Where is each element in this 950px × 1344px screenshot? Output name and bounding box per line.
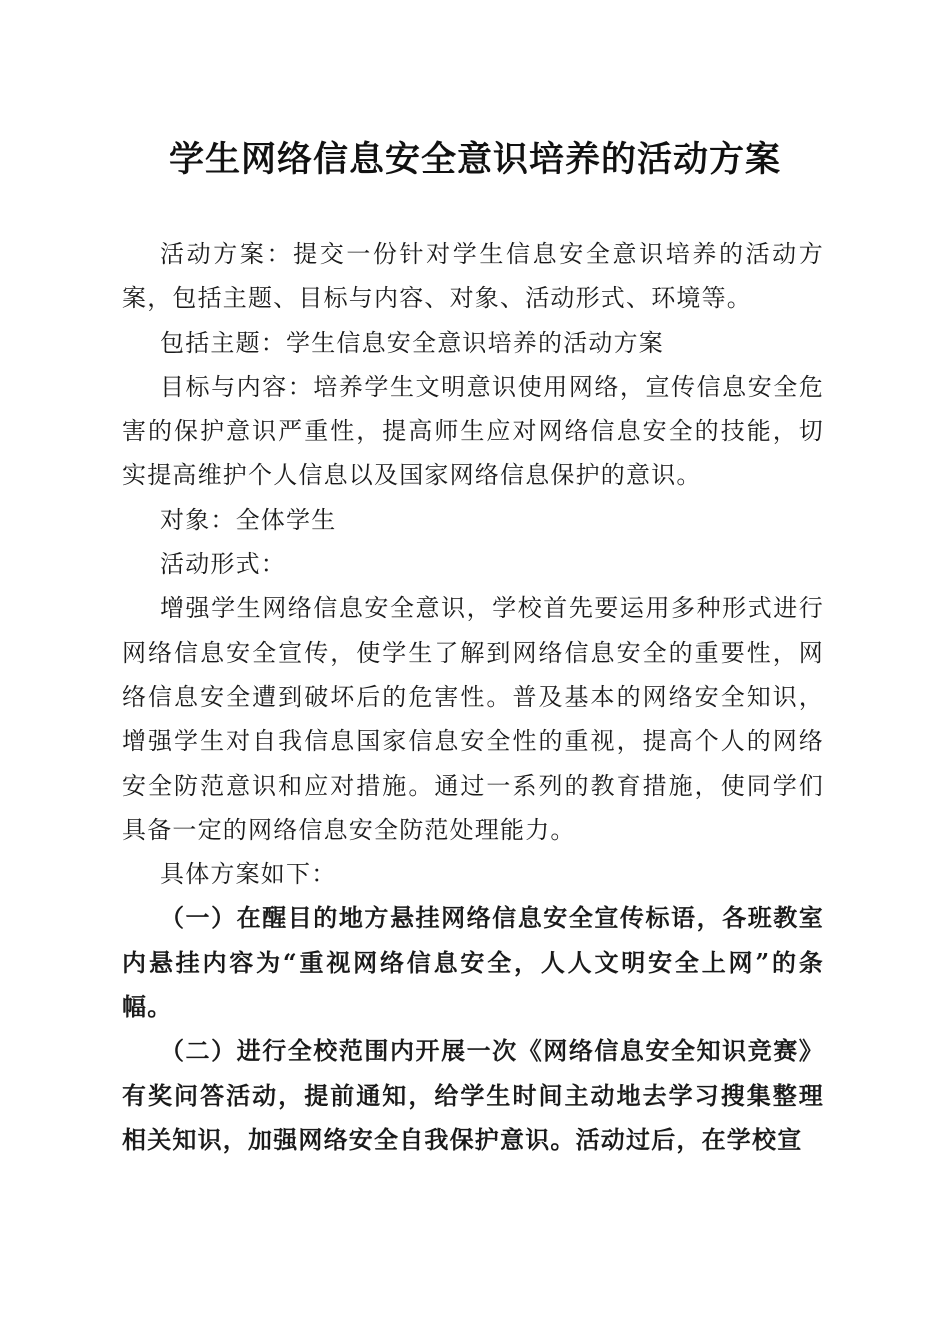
- document-body: [122, 232, 824, 1162]
- paragraph-format-heading: 活动形式：: [160, 550, 286, 579]
- paragraph-audience: 对象：全体学生: [160, 505, 337, 534]
- paragraph-goals: 目标与内容：培养学生文明意识使用网络，宣传信息安全危害的保护意识严重性，提高师生应对网络信息安全的技能，切实提高维护个人信息以及国家网络信息保护的意识。: [122, 372, 824, 490]
- paragraph-theme: 包括主题：学生信息安全意识培养的活动方案: [160, 328, 664, 357]
- paragraph-format-body: 增强学生网络信息安全意识，学校首先要运用多种形式进行网络信息安全宣传，使学生了解到网络信息安全的重要性，网络信息安全遭到破坏后的危害性。普及基本的网络安全知识，增强学生对自我信息国家信息安全性的重视，提高个人的网络安全防范意识和应对措施。通过一系列的教育措施，使同学们具备一定的网络信息安全防范处理能力。: [122, 594, 824, 844]
- document-title: 学生网络信息安全意识培养的活动方案: [168, 139, 781, 180]
- paragraph-item-2: （二）进行全校范围内开展一次《网络信息安全知识竞赛》有奖问答活动，提前通知，给学生时间主动地去学习搜集整理相关知识，加强网络安全自我保护意识。活动过后，在学校宣: [122, 1036, 824, 1154]
- paragraph-plan-heading: 具体方案如下：: [160, 860, 337, 889]
- paragraph-item-1: （一）在醒目的地方悬挂网络信息安全宣传标语，各班教室内悬挂内容为“重视网络信息安全，人人文明安全上网”的条幅。: [122, 903, 824, 1022]
- paragraph-activity-plan: 活动方案：提交一份针对学生信息安全意识培养的活动方案，包括主题、目标与内容、对象、活动形式、环境等。: [122, 240, 824, 313]
